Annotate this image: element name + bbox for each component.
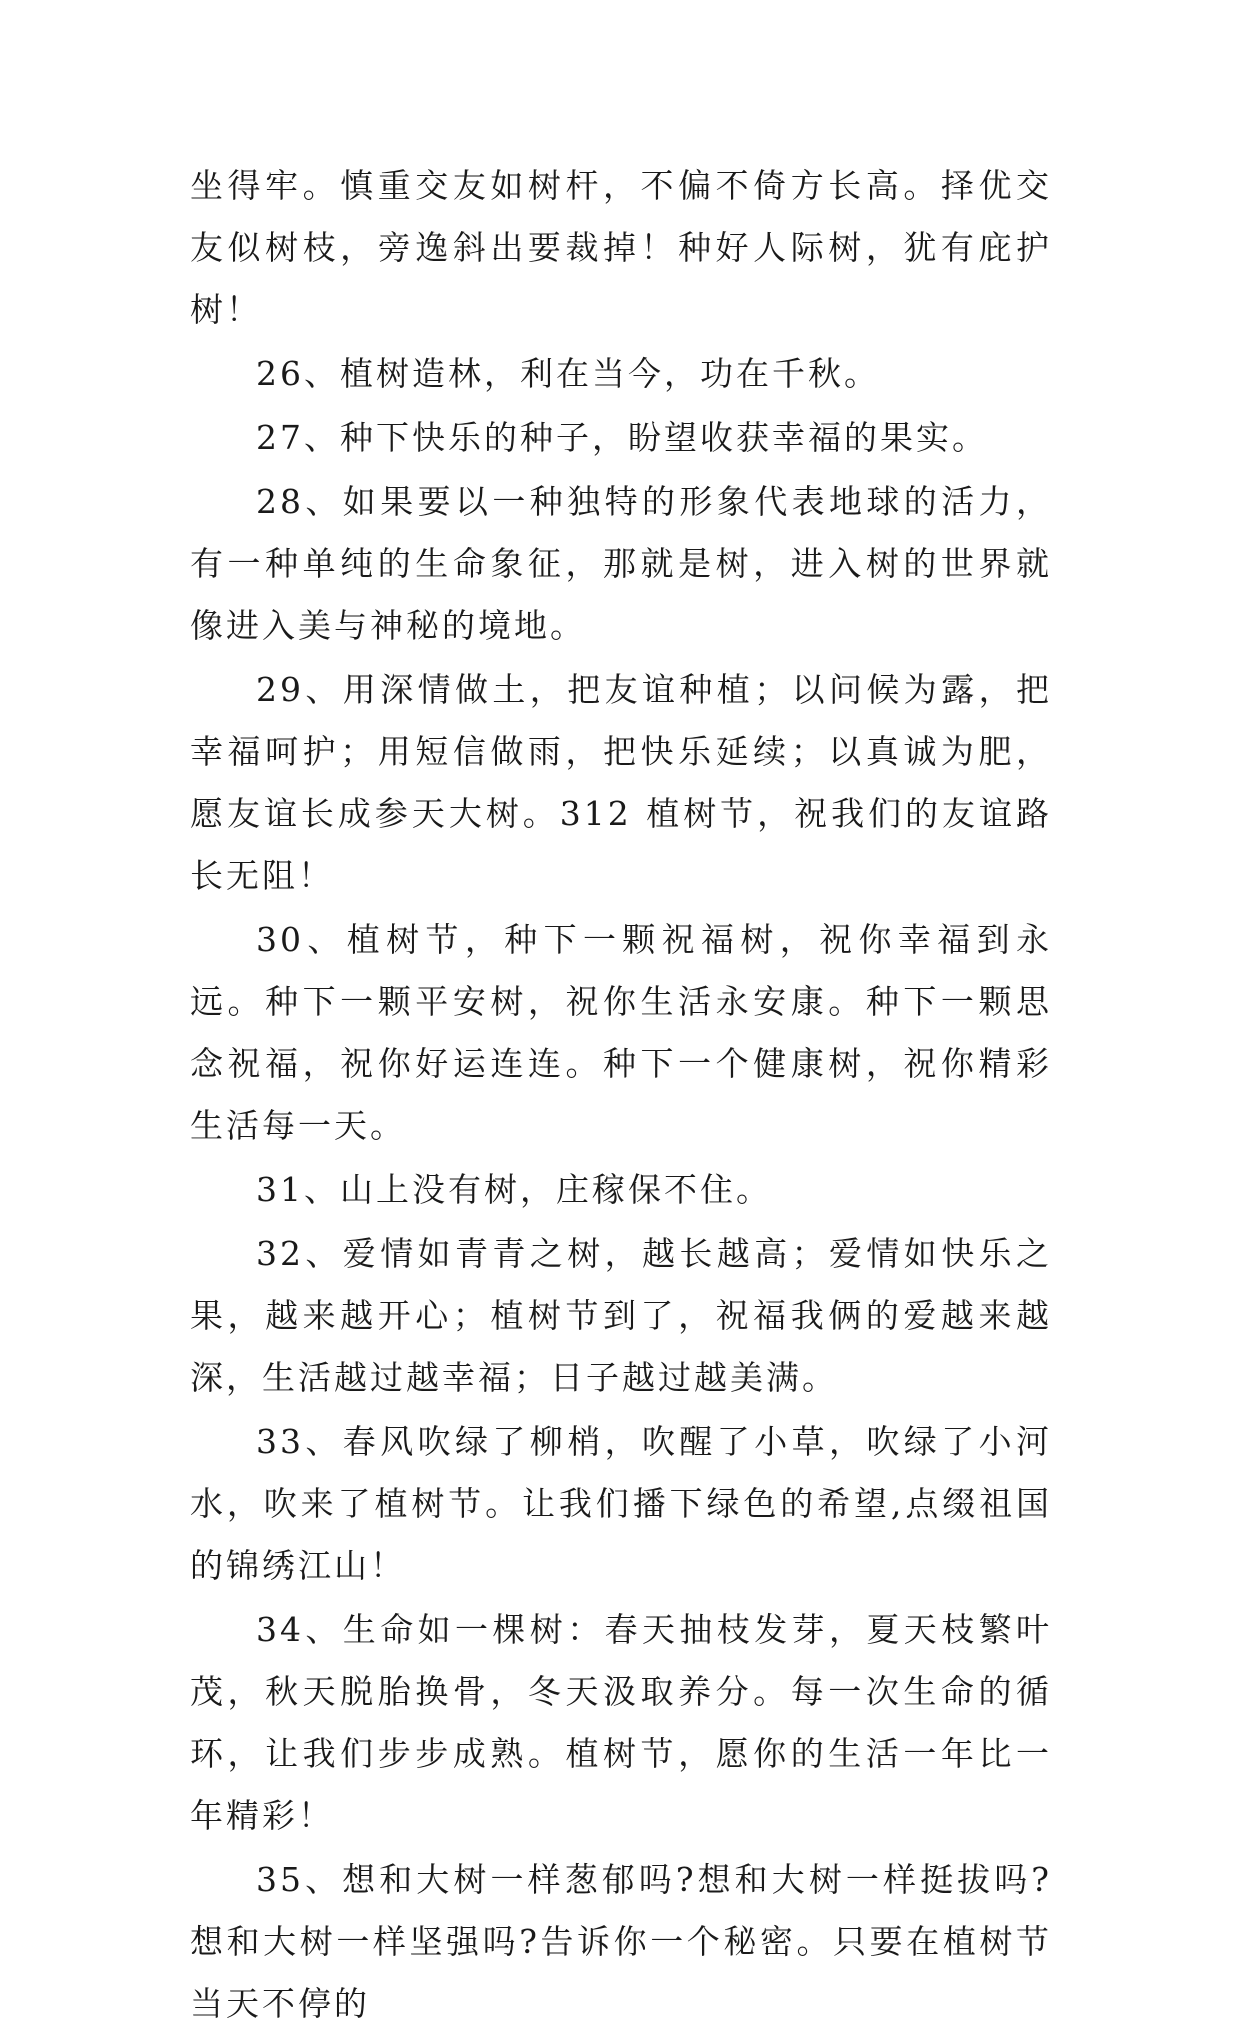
paragraph-33: 33、春风吹绿了柳梢，吹醒了小草，吹绿了小河水，吹来了植树节。让我们播下绿色的希望,点缀祖国的锦绣江山！	[190, 1422, 1052, 1585]
paragraph-35: 35、想和大树一样葱郁吗?想和大树一样挺拔吗?想和大树一样坚强吗?告诉你一个秘密。只要在植树节当天不停的	[190, 1860, 1052, 2023]
paragraph-27: 27、种下快乐的种子，盼望收获幸福的果实。	[256, 418, 988, 457]
paragraph-31: 31、山上没有树，庄稼保不住。	[256, 1170, 772, 1209]
paragraph-29: 29、用深情做土，把友谊种植；以问候为露，把幸福呵护；用短信做雨，把快乐延续；以真诚为肥，愿友谊长成参天大树。312 植树节，祝我们的友谊路长无阻！	[190, 670, 1052, 895]
paragraph-32: 32、爱情如青青之树，越长越高；爱情如快乐之果，越来越开心；植树节到了，祝福我俩的爱越来越深，生活越过越幸福；日子越过越美满。	[190, 1234, 1052, 1397]
paragraph-continuation: 坐得牢。慎重交友如树杆，不偏不倚方长高。择优交友似树枝，旁逸斜出要裁掉！种好人际树，犹有庇护树！	[190, 166, 1052, 329]
document-body	[190, 155, 1052, 2035]
paragraph-30: 30、植树节，种下一颗祝福树，祝你幸福到永远。种下一颗平安树，祝你生活永安康。种下一颗思念祝福，祝你好运连连。种下一个健康树，祝你精彩生活每一天。	[190, 920, 1052, 1145]
paragraph-34: 34、生命如一棵树：春天抽枝发芽，夏天枝繁叶茂，秋天脱胎换骨，冬天汲取养分。每一次生命的循环，让我们步步成熟。植树节，愿你的生活一年比一年精彩！	[190, 1610, 1052, 1835]
paragraph-28: 28、如果要以一种独特的形象代表地球的活力，有一种单纯的生命象征，那就是树，进入树的世界就像进入美与神秘的境地。	[190, 482, 1052, 645]
paragraph-26: 26、植树造林，利在当今，功在千秋。	[256, 354, 880, 393]
